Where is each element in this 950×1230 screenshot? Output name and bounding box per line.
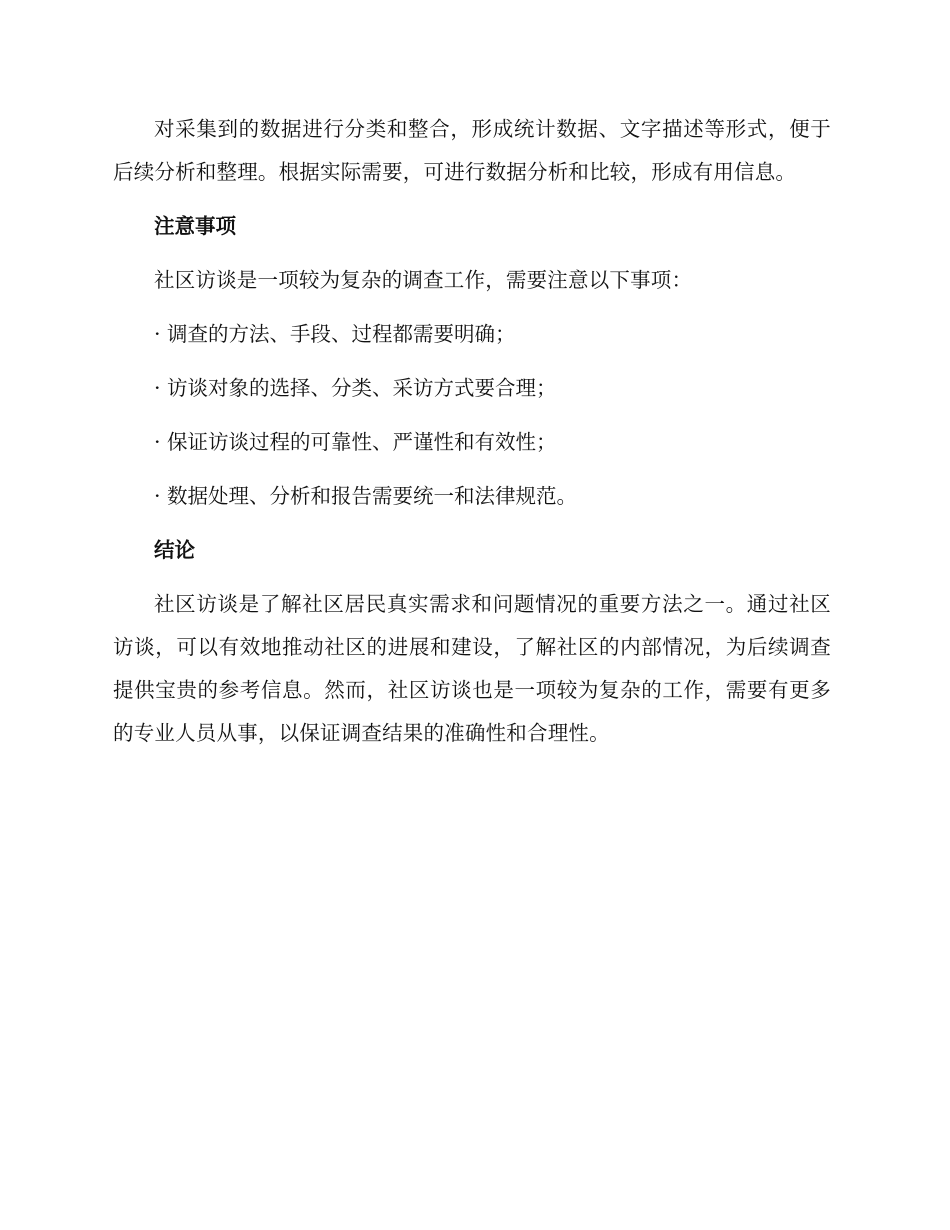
conclusion-paragraph: 社区访谈是了解社区居民真实需求和问题情况的重要方法之一。通过社区访谈，可以有效地推动社区的进展和建设，了解社区的内部情况，为后续调查提供宝贵的参考信息。然而，社区访谈也是一项较为复杂的工作，需要有更多的专业人员从事，以保证调查结果的准确性和合理性。 <box>113 592 831 745</box>
notes-heading: 注意事项 <box>154 214 236 238</box>
notes-list-item: · 访谈对象的选择、分类、采访方式要合理； <box>154 376 557 400</box>
document-body <box>113 108 831 755</box>
notes-list-item: · 数据处理、分析和报告需要统一和法律规范。 <box>154 484 578 508</box>
conclusion-heading: 结论 <box>154 538 195 562</box>
notes-list-item: · 调查的方法、手段、过程都需要明确； <box>154 322 516 346</box>
notes-intro-paragraph: 社区访谈是一项较为复杂的调查工作，需要注意以下事项： <box>154 268 693 292</box>
intro-paragraph: 对采集到的数据进行分类和整合，形成统计数据、文字描述等形式，便于后续分析和整理。根据实际需要，可进行数据分析和比较，形成有用信息。 <box>113 117 831 184</box>
notes-list-item: · 保证访谈过程的可靠性、严谨性和有效性； <box>154 430 557 454</box>
